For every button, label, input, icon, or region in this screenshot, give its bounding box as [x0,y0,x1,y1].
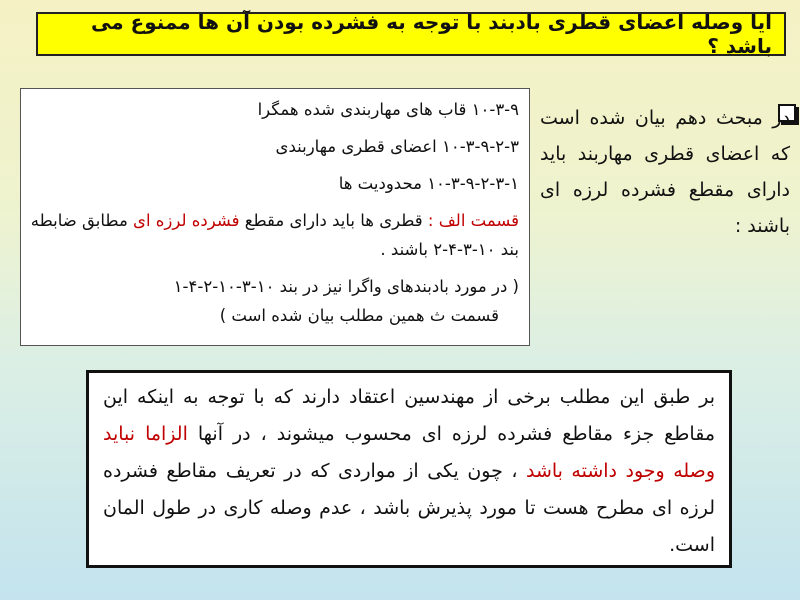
slide-title [36,12,786,56]
section-a-text-2: مطابق ضابطه بند ۱۰-۳-۴-۲ باشند . [30,211,519,259]
explanation-highlight: الزاما نباید وصله وجود داشته باشد [103,423,715,482]
section-a-highlight: فشرده لرزه ای [133,211,240,230]
section-a-text-1: قطری ها باید دارای مقطع [239,211,428,230]
ref-section-a [29,206,519,264]
code-references-box [20,88,530,346]
explanation-text-1: بر طبق این مطلب برخی از مهندسین اعتقاد دارند که با توجه به اینکه این مقاطع جزء مقاطع فشرده لرزه ای محسوب میشوند ، در آنها [103,386,715,445]
explanation-text-2: ، چون یکی از مواردی که در تعریف مقاطع فشرده لرزه ای مطرح هست تا مورد پذیرش باشد ، عدم وصله کاری در طول المان است. [103,460,715,556]
ref-line-3: ۱۰-۳-۹-۲-۳-۱ محدودیت ها [338,174,519,193]
ref-line-2: ۱۰-۳-۹-۲-۳ اعضای قطری مهاربندی [275,137,519,156]
ref-line-1: ۱۰-۳-۹ قاب های مهاربندی شده همگرا [257,100,519,119]
slide-title-text: ایا وصله اعضای قطری بادبند با توجه به فشرده بودن آن ها ممنوع می باشد ؟ [90,10,772,58]
ref-note-1: ( در مورد بادبندهای واگرا نیز در بند ۱۰-۳-۱۰-۲-۴-۱ [173,277,519,296]
explanation-box [86,370,732,568]
section-a-label: قسمت الف : [427,211,519,230]
bullet-paragraph: در مبحث دهم بیان شده است که اعضای قطری مهاربند باید دارای مقطع فشرده لرزه ای باشند : [540,107,790,237]
ref-note-2: قسمت ث همین مطلب بیان شده است ) [219,306,499,325]
